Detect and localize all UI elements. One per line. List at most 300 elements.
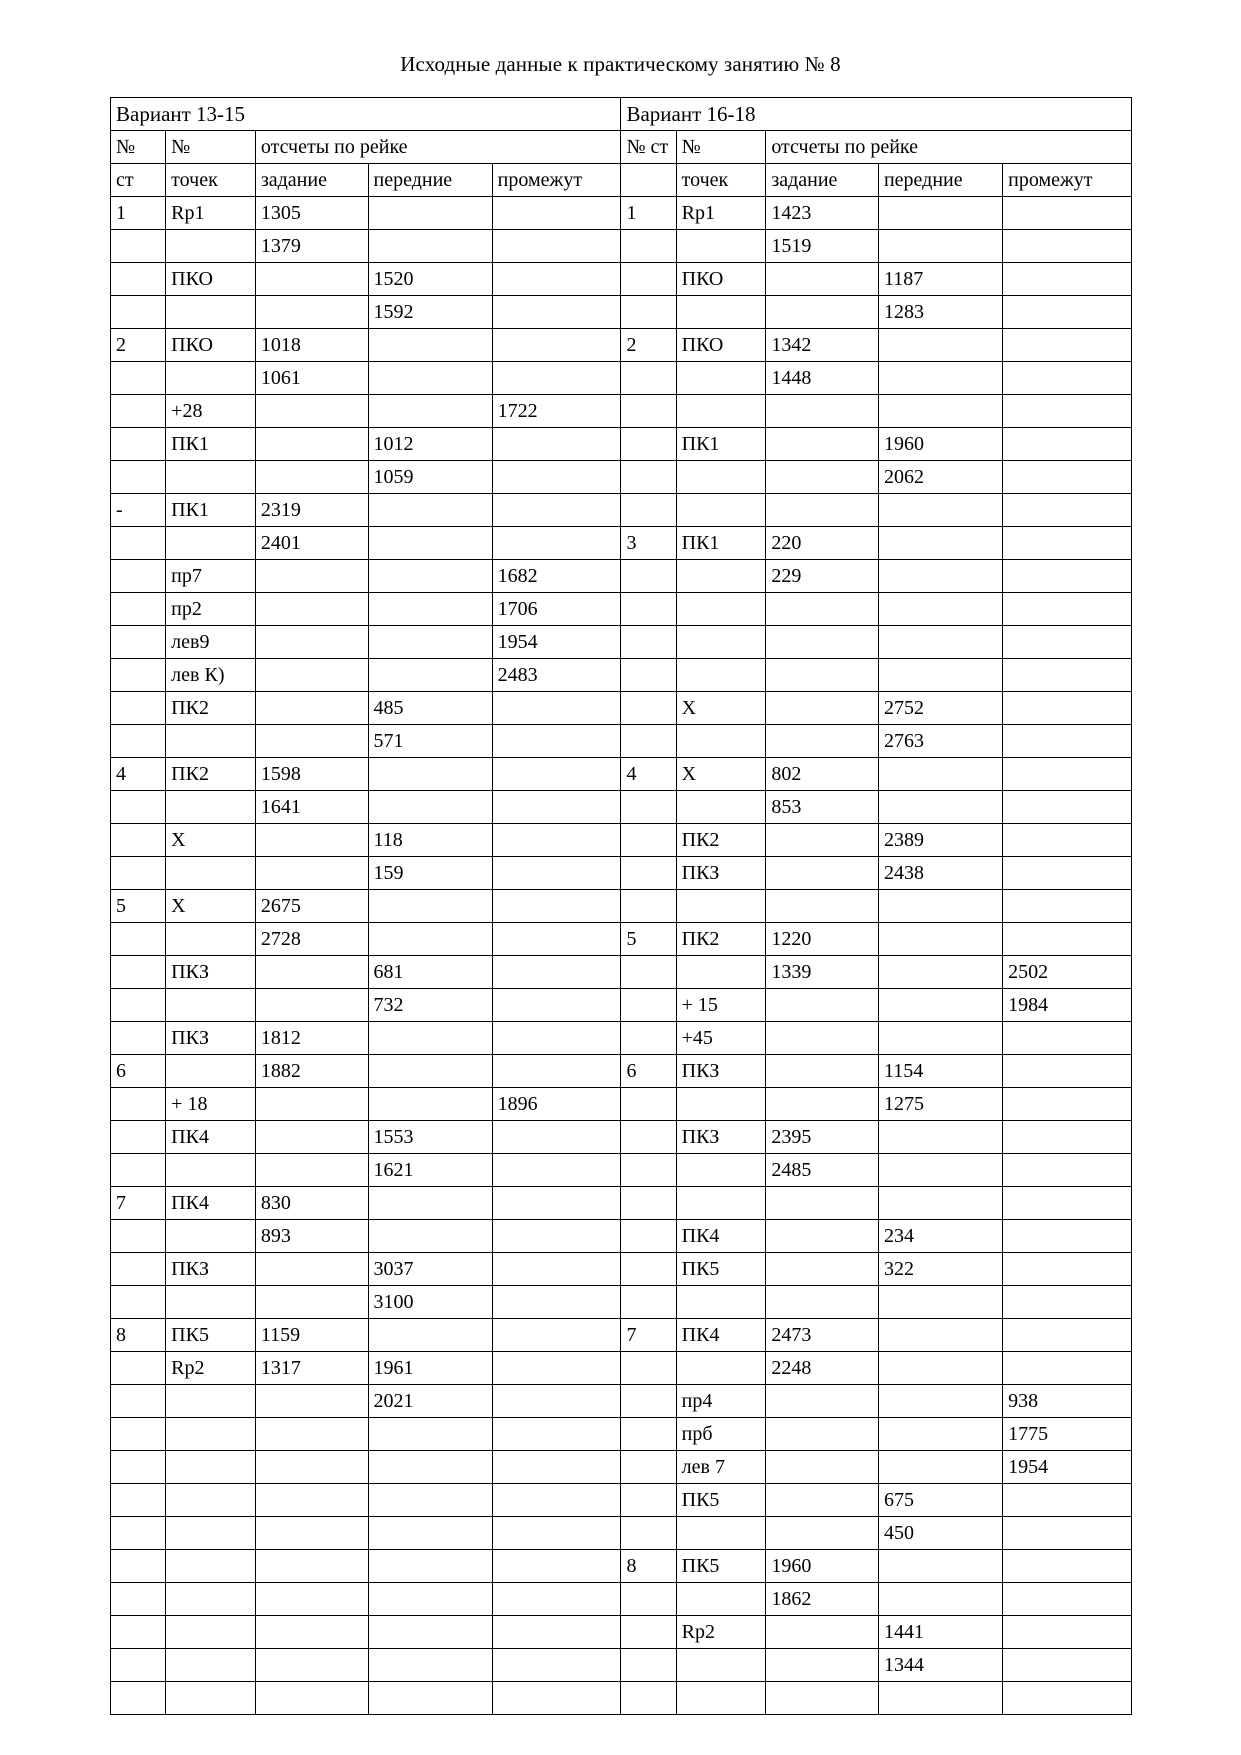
cell-right-zadanie [766, 1022, 879, 1055]
table-row [111, 1319, 1132, 1352]
cell-left-perednie [368, 1550, 492, 1583]
cell-left-zadanie [255, 1451, 368, 1484]
cell-left-point [166, 1154, 256, 1187]
cell-left-station [111, 989, 166, 1022]
cell-left-promezhut [492, 1319, 621, 1352]
cell-right-zadanie [766, 494, 879, 527]
cell-left-station [111, 428, 166, 461]
cell-right-promezhut [1003, 560, 1132, 593]
cell-left-station [111, 1220, 166, 1253]
cell-right-perednie [878, 527, 1002, 560]
cell-left-perednie: 3100 [368, 1286, 492, 1319]
cell-left-station [111, 824, 166, 857]
cell-right-promezhut [1003, 395, 1132, 428]
cell-right-perednie: 1154 [878, 1055, 1002, 1088]
cell-left-perednie [368, 1616, 492, 1649]
table-row [111, 1220, 1132, 1253]
cell-right-station [621, 1286, 676, 1319]
cell-left-zadanie: 2728 [255, 923, 368, 956]
cell-left-promezhut [492, 890, 621, 923]
cell-left-point: Х [166, 890, 256, 923]
header-zadanie-left: задание [255, 164, 368, 197]
cell-left-station [111, 1253, 166, 1286]
cell-left-zadanie: 1641 [255, 791, 368, 824]
cell-right-station [621, 1022, 676, 1055]
cell-left-zadanie: 1061 [255, 362, 368, 395]
cell-right-promezhut [1003, 758, 1132, 791]
cell-right-zadanie: 2248 [766, 1352, 879, 1385]
cell-left-point [166, 230, 256, 263]
cell-right-perednie [878, 1385, 1002, 1418]
cell-right-promezhut [1003, 1022, 1132, 1055]
cell-right-perednie [878, 1451, 1002, 1484]
cell-left-point: ПКЗ [166, 1022, 256, 1055]
cell-right-station [621, 1253, 676, 1286]
cell-right-promezhut [1003, 725, 1132, 758]
cell-left-promezhut [492, 758, 621, 791]
header-perednie-left: передние [368, 164, 492, 197]
cell-left-promezhut: 1722 [492, 395, 621, 428]
cell-right-point [676, 1583, 766, 1616]
cell-left-perednie [368, 560, 492, 593]
cell-right-zadanie [766, 1451, 879, 1484]
header-points-right: № [676, 131, 766, 164]
cell-left-point [166, 1682, 256, 1715]
cell-left-point: пр7 [166, 560, 256, 593]
cell-left-point: ПК1 [166, 494, 256, 527]
cell-right-promezhut [1003, 1583, 1132, 1616]
cell-left-point [166, 1286, 256, 1319]
cell-left-point [166, 1583, 256, 1616]
cell-left-promezhut [492, 1517, 621, 1550]
cell-right-point: Х [676, 758, 766, 791]
cell-right-perednie [878, 197, 1002, 230]
cell-left-station [111, 857, 166, 890]
cell-right-station [621, 428, 676, 461]
cell-left-perednie [368, 1682, 492, 1715]
cell-left-zadanie: 2675 [255, 890, 368, 923]
header-points-left: № [166, 131, 256, 164]
cell-left-perednie: 485 [368, 692, 492, 725]
table-row [111, 1121, 1132, 1154]
cell-left-point [166, 1385, 256, 1418]
cell-right-promezhut [1003, 1550, 1132, 1583]
cell-left-zadanie: 1812 [255, 1022, 368, 1055]
cell-right-promezhut: 938 [1003, 1385, 1132, 1418]
table-row [111, 1484, 1132, 1517]
cell-right-perednie [878, 1550, 1002, 1583]
cell-left-promezhut [492, 1649, 621, 1682]
cell-left-promezhut [492, 857, 621, 890]
cell-left-promezhut [492, 1583, 621, 1616]
cell-left-zadanie: 893 [255, 1220, 368, 1253]
cell-left-zadanie [255, 1253, 368, 1286]
cell-left-point [166, 923, 256, 956]
cell-right-promezhut [1003, 791, 1132, 824]
cell-left-point: Х [166, 824, 256, 857]
cell-right-zadanie: 853 [766, 791, 879, 824]
cell-right-promezhut [1003, 1682, 1132, 1715]
cell-left-zadanie [255, 824, 368, 857]
cell-right-zadanie [766, 659, 879, 692]
cell-right-station [621, 692, 676, 725]
cell-right-zadanie: 1960 [766, 1550, 879, 1583]
cell-left-promezhut [492, 1121, 621, 1154]
cell-right-promezhut [1003, 1352, 1132, 1385]
cell-left-promezhut [492, 1022, 621, 1055]
cell-right-station [621, 263, 676, 296]
table-row [111, 428, 1132, 461]
cell-right-perednie: 2062 [878, 461, 1002, 494]
cell-right-station [621, 1583, 676, 1616]
cell-right-promezhut [1003, 1121, 1132, 1154]
cell-right-point [676, 1517, 766, 1550]
cell-right-promezhut [1003, 527, 1132, 560]
cell-right-station [621, 395, 676, 428]
table-row [111, 494, 1132, 527]
cell-right-zadanie [766, 296, 879, 329]
cell-left-station [111, 1517, 166, 1550]
cell-left-point: + 18 [166, 1088, 256, 1121]
cell-left-station [111, 1385, 166, 1418]
cell-right-promezhut [1003, 263, 1132, 296]
cell-left-station [111, 362, 166, 395]
cell-left-perednie [368, 1583, 492, 1616]
cell-left-point: ПК2 [166, 758, 256, 791]
cell-right-perednie [878, 362, 1002, 395]
cell-left-perednie [368, 1055, 492, 1088]
cell-left-point: ПКЗ [166, 1253, 256, 1286]
cell-right-station [621, 1517, 676, 1550]
cell-right-promezhut [1003, 230, 1132, 263]
cell-left-station: 6 [111, 1055, 166, 1088]
cell-left-perednie [368, 593, 492, 626]
cell-left-station [111, 1286, 166, 1319]
cell-left-station: 8 [111, 1319, 166, 1352]
cell-right-station [621, 989, 676, 1022]
cell-right-point: Rp1 [676, 197, 766, 230]
cell-right-perednie [878, 1352, 1002, 1385]
cell-right-perednie [878, 1286, 1002, 1319]
cell-left-station [111, 1649, 166, 1682]
cell-right-perednie [878, 1187, 1002, 1220]
cell-left-promezhut [492, 725, 621, 758]
cell-right-zadanie: 1423 [766, 197, 879, 230]
cell-left-point: Rp2 [166, 1352, 256, 1385]
cell-left-point: лев К) [166, 659, 256, 692]
cell-right-promezhut [1003, 593, 1132, 626]
cell-left-station [111, 1154, 166, 1187]
table-row [111, 1418, 1132, 1451]
cell-right-promezhut [1003, 1319, 1132, 1352]
cell-right-point [676, 230, 766, 263]
cell-right-promezhut [1003, 1517, 1132, 1550]
cell-left-perednie [368, 395, 492, 428]
cell-right-zadanie [766, 1682, 879, 1715]
cell-left-promezhut [492, 956, 621, 989]
cell-right-point [676, 461, 766, 494]
cell-right-point: ПК1 [676, 428, 766, 461]
cell-right-station [621, 1187, 676, 1220]
table-row [111, 329, 1132, 362]
cell-right-point: ПКЗ [676, 1055, 766, 1088]
column-header-row-2 [111, 164, 1132, 197]
cell-right-station [621, 1088, 676, 1121]
cell-right-promezhut [1003, 857, 1132, 890]
cell-left-zadanie [255, 1649, 368, 1682]
cell-left-zadanie: 1305 [255, 197, 368, 230]
cell-right-promezhut [1003, 296, 1132, 329]
cell-left-zadanie [255, 1088, 368, 1121]
header-st-left: № [111, 131, 166, 164]
cell-left-station [111, 725, 166, 758]
cell-right-zadanie [766, 1484, 879, 1517]
cell-left-perednie [368, 923, 492, 956]
cell-left-zadanie: 2401 [255, 527, 368, 560]
cell-right-promezhut [1003, 659, 1132, 692]
cell-left-zadanie [255, 296, 368, 329]
cell-right-promezhut [1003, 1253, 1132, 1286]
cell-left-zadanie [255, 1121, 368, 1154]
cell-left-point [166, 1418, 256, 1451]
table-row [111, 1616, 1132, 1649]
cell-left-station: 7 [111, 1187, 166, 1220]
cell-right-perednie [878, 1682, 1002, 1715]
cell-right-promezhut [1003, 329, 1132, 362]
cell-right-zadanie [766, 1253, 879, 1286]
cell-right-station: 3 [621, 527, 676, 560]
cell-right-station [621, 1418, 676, 1451]
cell-right-perednie [878, 626, 1002, 659]
cell-right-station: 7 [621, 1319, 676, 1352]
cell-left-zadanie [255, 1484, 368, 1517]
cell-right-station [621, 230, 676, 263]
cell-right-point [676, 725, 766, 758]
cell-right-point: Х [676, 692, 766, 725]
cell-right-zadanie: 1519 [766, 230, 879, 263]
cell-left-station [111, 692, 166, 725]
cell-right-station [621, 1220, 676, 1253]
cell-right-point: ПК2 [676, 923, 766, 956]
table-row [111, 1649, 1132, 1682]
cell-right-perednie [878, 560, 1002, 593]
cell-right-promezhut: 1954 [1003, 1451, 1132, 1484]
cell-right-promezhut [1003, 1088, 1132, 1121]
cell-right-promezhut [1003, 1187, 1132, 1220]
header-group-left: отсчеты по рейке [255, 131, 621, 164]
cell-left-station: 2 [111, 329, 166, 362]
cell-right-perednie: 1275 [878, 1088, 1002, 1121]
header-group-right: отсчеты по рейке [766, 131, 1132, 164]
cell-right-point [676, 956, 766, 989]
cell-right-zadanie [766, 1055, 879, 1088]
cell-right-zadanie [766, 461, 879, 494]
cell-left-point: ПКЗ [166, 956, 256, 989]
cell-left-promezhut [492, 1154, 621, 1187]
cell-right-station: 5 [621, 923, 676, 956]
cell-left-promezhut [492, 428, 621, 461]
cell-left-perednie [368, 758, 492, 791]
cell-right-station [621, 857, 676, 890]
cell-left-promezhut [492, 329, 621, 362]
cell-right-zadanie [766, 593, 879, 626]
table-row [111, 1055, 1132, 1088]
cell-right-promezhut [1003, 197, 1132, 230]
cell-left-point: ПКО [166, 329, 256, 362]
cell-right-point [676, 791, 766, 824]
cell-right-zadanie [766, 428, 879, 461]
cell-right-perednie [878, 890, 1002, 923]
cell-right-zadanie [766, 1286, 879, 1319]
cell-right-station [621, 560, 676, 593]
cell-right-perednie [878, 1154, 1002, 1187]
table-row [111, 1286, 1132, 1319]
cell-left-perednie: 1961 [368, 1352, 492, 1385]
table-row [111, 296, 1132, 329]
cell-left-point [166, 725, 256, 758]
cell-right-perednie [878, 923, 1002, 956]
cell-left-perednie [368, 1088, 492, 1121]
cell-right-point [676, 362, 766, 395]
cell-right-point [676, 1682, 766, 1715]
cell-left-station [111, 593, 166, 626]
cell-left-promezhut [492, 1451, 621, 1484]
table-row [111, 725, 1132, 758]
cell-right-station [621, 1154, 676, 1187]
cell-right-promezhut [1003, 890, 1132, 923]
cell-right-perednie: 1187 [878, 263, 1002, 296]
cell-right-zadanie [766, 1616, 879, 1649]
cell-left-station [111, 1682, 166, 1715]
cell-right-perednie [878, 329, 1002, 362]
table-row [111, 1385, 1132, 1418]
cell-right-zadanie: 1220 [766, 923, 879, 956]
cell-left-zadanie: 830 [255, 1187, 368, 1220]
cell-right-station: 6 [621, 1055, 676, 1088]
cell-right-point: лев 7 [676, 1451, 766, 1484]
cell-right-perednie: 1283 [878, 296, 1002, 329]
cell-right-point: ПКО [676, 263, 766, 296]
cell-right-zadanie: 1339 [766, 956, 879, 989]
table-row [111, 395, 1132, 428]
cell-right-point [676, 1649, 766, 1682]
cell-right-zadanie: 1342 [766, 329, 879, 362]
cell-left-perednie: 1621 [368, 1154, 492, 1187]
cell-right-zadanie: 802 [766, 758, 879, 791]
cell-right-zadanie [766, 1187, 879, 1220]
cell-right-promezhut [1003, 461, 1132, 494]
cell-left-perednie: 1059 [368, 461, 492, 494]
cell-left-zadanie: 1598 [255, 758, 368, 791]
cell-right-perednie: 2752 [878, 692, 1002, 725]
cell-left-perednie [368, 1418, 492, 1451]
cell-right-zadanie [766, 1418, 879, 1451]
cell-right-station: 1 [621, 197, 676, 230]
cell-right-perednie [878, 758, 1002, 791]
cell-right-promezhut [1003, 1286, 1132, 1319]
cell-left-point [166, 1550, 256, 1583]
cell-left-station [111, 395, 166, 428]
cell-left-station: 4 [111, 758, 166, 791]
cell-left-station [111, 791, 166, 824]
table-row [111, 1154, 1132, 1187]
cell-left-zadanie: 1018 [255, 329, 368, 362]
cell-right-station [621, 1121, 676, 1154]
table-row [111, 956, 1132, 989]
cell-left-perednie [368, 494, 492, 527]
cell-left-perednie [368, 230, 492, 263]
cell-right-zadanie [766, 1220, 879, 1253]
cell-right-perednie: 675 [878, 1484, 1002, 1517]
cell-right-perednie [878, 395, 1002, 428]
table-row [111, 1517, 1132, 1550]
cell-left-promezhut [492, 923, 621, 956]
cell-left-promezhut: 1682 [492, 560, 621, 593]
cell-left-promezhut [492, 1550, 621, 1583]
cell-left-promezhut [492, 1187, 621, 1220]
cell-right-zadanie [766, 692, 879, 725]
cell-left-station [111, 527, 166, 560]
cell-left-perednie [368, 659, 492, 692]
cell-right-point [676, 890, 766, 923]
cell-left-point: ПК2 [166, 692, 256, 725]
table-row [111, 1187, 1132, 1220]
cell-left-point [166, 1451, 256, 1484]
cell-left-perednie [368, 791, 492, 824]
table-row [111, 263, 1132, 296]
leveling-data-table [110, 97, 1132, 1715]
cell-left-station [111, 1088, 166, 1121]
cell-right-promezhut [1003, 1055, 1132, 1088]
cell-right-perednie [878, 1121, 1002, 1154]
cell-right-perednie: 450 [878, 1517, 1002, 1550]
cell-left-station [111, 659, 166, 692]
cell-left-perednie [368, 1484, 492, 1517]
header-st-right-2 [621, 164, 676, 197]
cell-left-point [166, 461, 256, 494]
cell-right-zadanie [766, 395, 879, 428]
cell-right-point: прб [676, 1418, 766, 1451]
cell-left-promezhut: 1954 [492, 626, 621, 659]
cell-left-zadanie [255, 1517, 368, 1550]
table-row [111, 197, 1132, 230]
cell-left-promezhut [492, 230, 621, 263]
cell-left-perednie: 2021 [368, 1385, 492, 1418]
table-row [111, 890, 1132, 923]
cell-left-perednie: 571 [368, 725, 492, 758]
cell-right-zadanie [766, 725, 879, 758]
cell-left-zadanie: 2319 [255, 494, 368, 527]
table-row [111, 461, 1132, 494]
cell-left-promezhut [492, 296, 621, 329]
cell-left-perednie: 118 [368, 824, 492, 857]
table-row [111, 230, 1132, 263]
cell-left-promezhut: 2483 [492, 659, 621, 692]
cell-right-promezhut [1003, 1220, 1132, 1253]
cell-left-station [111, 1121, 166, 1154]
cell-left-station [111, 461, 166, 494]
cell-left-point [166, 1517, 256, 1550]
cell-left-station [111, 923, 166, 956]
cell-right-station [621, 593, 676, 626]
cell-right-zadanie [766, 1517, 879, 1550]
cell-left-point [166, 362, 256, 395]
cell-left-promezhut [492, 1418, 621, 1451]
cell-right-point: ПКЗ [676, 857, 766, 890]
cell-right-point: ПК5 [676, 1484, 766, 1517]
cell-right-station [621, 1385, 676, 1418]
cell-right-point: ПКЗ [676, 1121, 766, 1154]
